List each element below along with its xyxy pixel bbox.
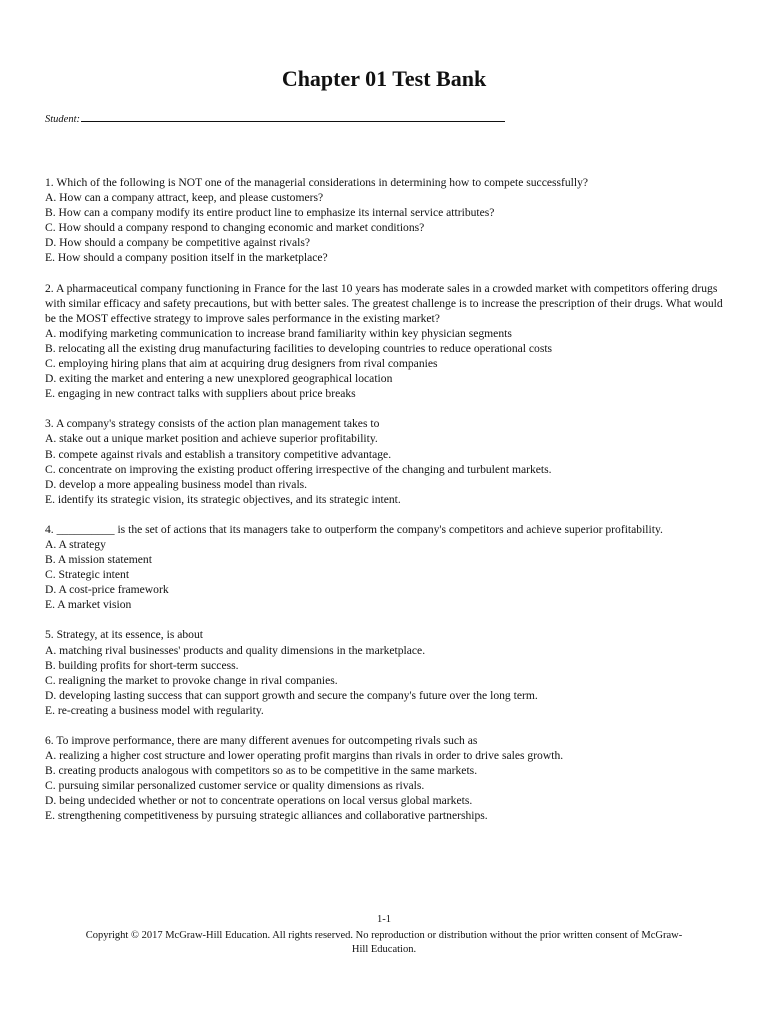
- answer-option: D. exiting the market and entering a new unexplored geographical location: [45, 372, 393, 386]
- answer-option: E. re-creating a business model with regularity.: [45, 703, 264, 717]
- page-footer: [0, 913, 768, 957]
- answer-option: A. matching rival businesses' products and quality dimensions in the marketplace.: [45, 643, 426, 657]
- question-6: [45, 733, 725, 824]
- question-stem: 5. Strategy, at its essence, is about: [45, 628, 203, 642]
- answer-option: E. How should a company position itself in the marketplace?: [45, 251, 328, 265]
- answer-option: D. developing lasting success that can support growth and secure the company's future over the long term.: [45, 688, 538, 702]
- answer-option: A. stake out a unique market position and achieve superior profitability.: [45, 432, 378, 446]
- answer-option: B. building profits for short-term success.: [45, 658, 239, 672]
- student-field: [45, 111, 505, 127]
- answer-option: E. identify its strategic vision, its strategic objectives, and its strategic intent.: [45, 492, 401, 506]
- answer-option: C. employing hiring plans that aim at acquiring drug designers from rival companies: [45, 357, 438, 371]
- question-list: [45, 175, 725, 839]
- answer-option: B. A mission statement: [45, 553, 152, 567]
- answer-option: C. realigning the market to provoke change in rival companies.: [45, 673, 338, 687]
- answer-option: A. realizing a higher cost structure and lower operating profit margins than rivals in order to drive sales growth.: [45, 749, 564, 763]
- answer-option: E. A market vision: [45, 598, 132, 612]
- student-name-line: [81, 111, 505, 122]
- answer-option: E. engaging in new contract talks with suppliers about price breaks: [45, 387, 356, 401]
- answer-option: E. strengthening competitiveness by pursuing strategic alliances and collaborative partnerships.: [45, 809, 488, 823]
- answer-option: D. How should a company be competitive against rivals?: [45, 236, 310, 250]
- answer-option: C. Strategic intent: [45, 568, 130, 582]
- answer-option: C. pursuing similar personalized customer service or quality dimensions as rivals.: [45, 779, 425, 793]
- answer-option: D. A cost-price framework: [45, 583, 169, 597]
- question-stem: 1. Which of the following is NOT one of the managerial considerations in determining how to compete successfully?: [45, 176, 589, 189]
- question-stem: 6. To improve performance, there are many different avenues for outcompeting rivals such as: [45, 734, 478, 747]
- answer-option: A. modifying marketing communication to increase brand familiarity within key physician segments: [45, 326, 512, 340]
- question-5: [45, 627, 725, 718]
- question-4: [45, 522, 725, 613]
- answer-option: D. being undecided whether or not to concentrate operations on local versus global markets.: [45, 794, 473, 808]
- student-label: Student:: [45, 114, 80, 125]
- answer-option: A. How can a company attract, keep, and please customers?: [45, 191, 324, 205]
- page-title: Chapter 01 Test Bank: [281, 66, 487, 91]
- question-stem: 2. A pharmaceutical company functioning in France for the last 10 years has moderate sales in a crowded market with competitors offering drugs with similar efficacy and safety precautions, but with better sales. The greatest challenge is to increase the prescription of their drugs. What would be the MOST effective strategy to improve sales performance in the existing market?: [45, 281, 723, 325]
- question-stem: 4. __________ is the set of actions that its managers take to outperform the company's competitors and achieve superior profitability.: [45, 522, 663, 536]
- copyright-notice: Copyright © 2017 McGraw-Hill Education. All rights reserved. No reproduction or distribution without the prior written consent of McGraw-Hill Education.: [85, 930, 683, 955]
- answer-option: A. A strategy: [45, 537, 106, 551]
- page-number: 1-1: [377, 914, 391, 925]
- question-3: [45, 416, 725, 507]
- answer-option: B. How can a company modify its entire product line to emphasize its internal service attributes?: [45, 206, 495, 220]
- question-stem: 3. A company's strategy consists of the action plan management takes to: [45, 417, 380, 431]
- answer-option: B. compete against rivals and establish a transitory competitive advantage.: [45, 447, 392, 461]
- answer-option: D. develop a more appealing business model than rivals.: [45, 477, 308, 491]
- answer-option: B. creating products analogous with competitors so as to be competitive in the same markets.: [45, 764, 478, 778]
- answer-option: C. concentrate on improving the existing product offering irrespective of the changing and turbulent markets.: [45, 462, 552, 476]
- answer-option: C. How should a company respond to changing economic and market conditions?: [45, 221, 425, 235]
- question-2: [45, 281, 725, 402]
- question-1: [45, 175, 725, 266]
- answer-option: B. relocating all the existing drug manufacturing facilities to developing countries to reduce operational costs: [45, 341, 553, 355]
